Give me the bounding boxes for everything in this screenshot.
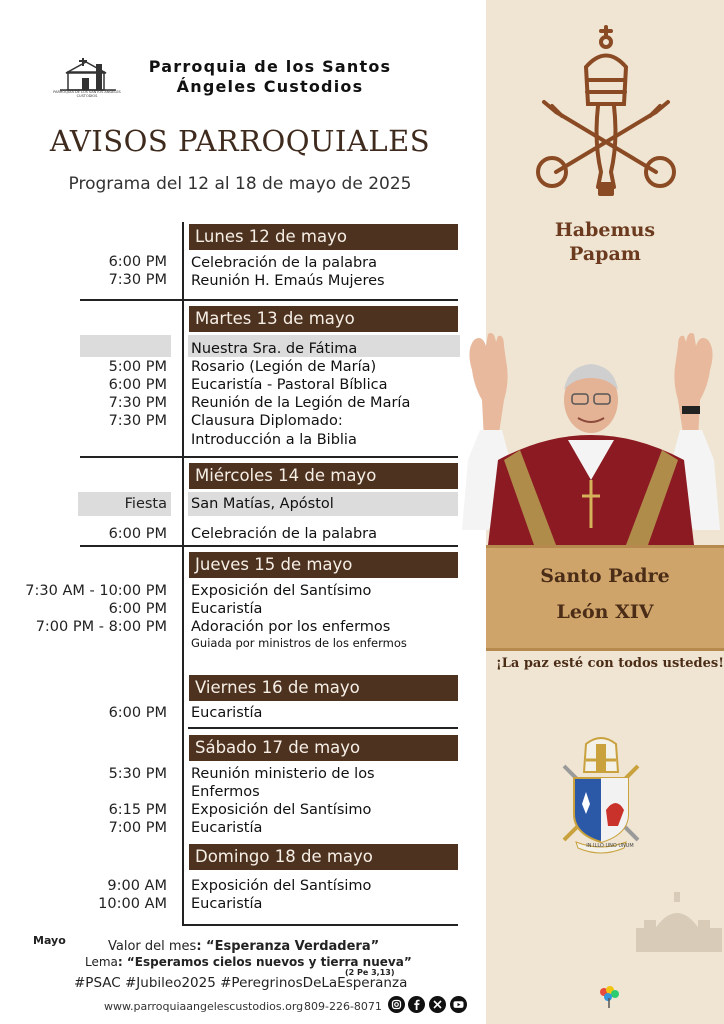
time: 6:15 PM [108, 802, 167, 818]
time: 6:00 PM [108, 705, 167, 721]
event: Clausura Diplomado: [191, 413, 343, 429]
row-divider [80, 299, 458, 301]
time: 5:30 PM [108, 766, 167, 782]
row-divider [184, 924, 458, 926]
santo-line1: Santo Padre [540, 565, 670, 587]
feast-name: San Matías, Apóstol [191, 496, 334, 512]
row-divider [80, 545, 458, 547]
pope-photo [458, 330, 724, 545]
habemus-line1: Habemus [554, 219, 656, 241]
event-note: Guiada por ministros de los enfermos [191, 636, 407, 650]
time: 7:30 AM - 10:00 PM [25, 583, 167, 599]
event: Reunión de la Legión de María [191, 395, 411, 411]
lema-prefix: Lema [85, 955, 118, 969]
day-header-lunes: Lunes 12 de mayo [189, 224, 458, 250]
schedule-divider [182, 222, 184, 926]
time: 5:00 PM [108, 359, 167, 375]
greeting: ¡La paz esté con todos ustedes! [496, 656, 724, 671]
parish-name-line1: Parroquia de los Santos [148, 57, 392, 76]
event: Celebración de la palabra [191, 255, 378, 271]
event: Reunión ministerio de los [191, 766, 375, 782]
day-header-miercoles: Miércoles 14 de mayo [189, 463, 458, 489]
event: Exposición del Santísimo [191, 802, 372, 818]
feast-band [80, 335, 171, 357]
day-header-martes: Martes 13 de mayo [189, 306, 458, 332]
valor-text: : “Esperanza Verdadera” [196, 939, 380, 954]
papal-motto: IN ILLO UNO UNUM [586, 843, 634, 849]
day-header-domingo: Domingo 18 de mayo [189, 844, 458, 870]
coat-of-arms-icon [556, 730, 646, 858]
time: 7:00 PM - 8:00 PM [35, 619, 167, 635]
parish-name-line2: Ángeles Custodios [176, 77, 364, 96]
lema-reference: (2 Pe 3,13) [345, 968, 395, 977]
habemus-papam [486, 218, 724, 266]
event: Exposición del Santísimo [191, 583, 372, 599]
event: Eucaristía [191, 820, 263, 836]
event: Adoración por los enfermos [191, 619, 391, 635]
event: Exposición del Santísimo [191, 878, 372, 894]
day-header-sabado: Sábado 17 de mayo [189, 735, 458, 761]
event: Eucaristía [191, 896, 263, 912]
event: Eucaristía [191, 601, 263, 617]
x-icon[interactable] [429, 996, 446, 1013]
page-title: AVISOS PARROQUIALES [49, 124, 431, 158]
time: 7:30 PM [108, 272, 167, 288]
time: 9:00 AM [107, 878, 167, 894]
pope-name [486, 558, 724, 630]
time: 6:00 PM [108, 377, 167, 393]
footer-lema [85, 955, 412, 969]
basilica-icon [630, 890, 724, 952]
event: Celebración de la palabra [191, 526, 378, 542]
lema-text: : “Esperamos cielos nuevos y tierra nueva” [117, 955, 412, 969]
parish-name [125, 57, 415, 97]
valor-prefix: Valor del mes [108, 939, 197, 954]
website-link[interactable]: www.parroquiaangelescustodios.org [104, 1000, 304, 1013]
hashtags: #PSAC #Jubileo2025 #PeregrinosDeLaEsperanza [74, 975, 408, 991]
day-header-viernes: Viernes 16 de mayo [189, 675, 458, 701]
time: 6:00 PM [108, 254, 167, 270]
footer-month: Mayo [33, 934, 66, 947]
event: Eucaristía [191, 705, 263, 721]
event: Introducción a la Biblia [191, 432, 357, 448]
time: 6:00 PM [108, 601, 167, 617]
feast-name: Nuestra Sra. de Fátima [191, 341, 358, 357]
time: 10:00 AM [98, 896, 167, 912]
papal-tiara-keys-icon [516, 22, 696, 200]
event: Reunión H. Emaús Mujeres [191, 273, 385, 289]
phone-number: 809-226-8071 [304, 1000, 382, 1013]
time: 6:00 PM [108, 526, 167, 542]
time: 7:30 PM [108, 395, 167, 411]
feast-label: Fiesta [124, 496, 167, 512]
row-divider [80, 456, 458, 458]
jubilee-logo-icon [594, 980, 624, 1010]
event: Rosario (Legión de María) [191, 359, 377, 375]
footer-valor [108, 939, 379, 954]
instagram-icon[interactable] [388, 996, 405, 1013]
youtube-icon[interactable] [450, 996, 467, 1013]
habemus-line2: Papam [569, 243, 641, 265]
page-subtitle: Programa del 12 al 18 de mayo de 2025 [68, 174, 412, 194]
event: Enfermos [191, 784, 260, 800]
row-divider [188, 727, 458, 729]
logo-text: PARROQUIA DE LOS SANTOS ÁNGELES CUSTODIOS [53, 90, 121, 98]
time: 7:00 PM [108, 820, 167, 836]
event: Eucaristía - Pastoral Bíblica [191, 377, 388, 393]
facebook-icon[interactable] [408, 996, 425, 1013]
santo-line2: León XIV [556, 601, 654, 623]
time: 7:30 PM [108, 413, 167, 429]
day-header-jueves: Jueves 15 de mayo [189, 552, 458, 578]
